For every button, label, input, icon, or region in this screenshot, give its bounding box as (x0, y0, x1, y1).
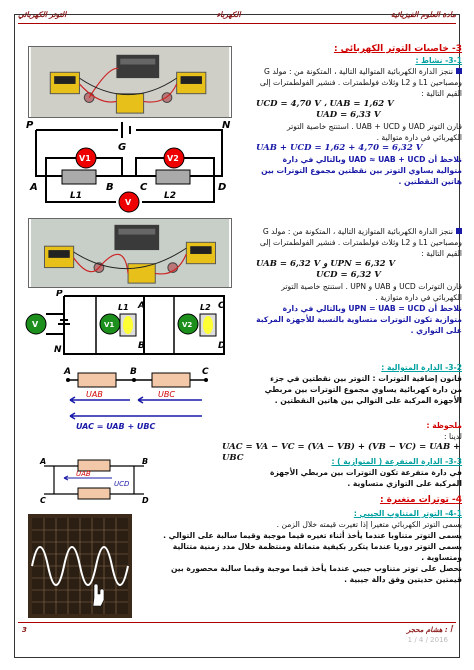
oscilloscope-screen (28, 514, 132, 618)
text-column-2 (256, 226, 462, 336)
text-column-4 (252, 456, 462, 506)
fig1-label-V: V (125, 198, 132, 207)
sine-def: نحصل على توتر متناوب جيبي عندما يأخذ قيما موجبة وقيما سالبة محصورة بين قيمتين حديتين وفق دالة جيبية . (170, 564, 462, 584)
header-divider (18, 23, 456, 24)
fig4-label-C: C (40, 496, 46, 505)
series-circuit-diagram (26, 118, 232, 214)
section4-title: 4- توترات متغيرة : (379, 495, 462, 505)
author: أ : هشام محجر (406, 626, 452, 634)
header-unit: الكهرباء (216, 9, 241, 19)
fig2-label-N: N (54, 345, 62, 355)
fig2-label-L1: L1 (118, 303, 129, 312)
activity-title: 3-1- نشاط : (415, 56, 462, 65)
fig2-label-C: C (218, 301, 225, 311)
fig2-label-B: B (138, 341, 145, 351)
fig2-label-A: A (138, 301, 145, 311)
text-column-5 (162, 508, 462, 585)
fig4-label-D: D (142, 496, 149, 505)
fig1-label-L1: L1 (70, 191, 82, 201)
variable-def: يسمى التوتر الكهربائي متغيرا إذا تغيرت قيمته خلال الزمن . (276, 520, 462, 529)
page-footer (22, 626, 452, 634)
parallel-circuit-photo (28, 218, 232, 288)
parallel-dipoles-diagram (34, 456, 154, 506)
fig2-label-D: D (218, 341, 226, 351)
series-question: قارن التوتر UAD و UAB + UCD . استنتج خاصية التوتر الكهربائي في دارة متوالية . (286, 122, 462, 142)
sine-heading: 4-1- التوتر المتناوب الجيبي : (353, 509, 462, 518)
fig3-label-uab: UAB (86, 390, 103, 399)
addition-law: قانون إضافية التوترات : التوتر بين نقطتين في جزء من دارة كهربائية يساوي مجموع التوترات بين مربطي الأجهزة المركبة على التوالي بين هاتين النقطتين . (264, 374, 462, 405)
note-equation: UAC = VA − VC = (VA − VB) + (VB − VC) = UAB + UBC (222, 442, 461, 463)
page-number: 3 (22, 626, 27, 634)
fig1-label-G: G (118, 142, 127, 153)
parallel-conclusion: نلاحظ أن UPN = UAB = UCD وبالتالي في دارة متوازية تكون التوترات متساوية بالنسبة للأجهزة المركبة على التوازي . (256, 304, 462, 335)
parallel-eq1: UAB = 6,32 V و UPN = 6,32 V (256, 259, 396, 269)
periodic-def: يسمى التوتر دوريا عندما يتكرر بكيفية متماثلة ومنتظمة خلال مدد زمنية متتالية ومتساوية . (172, 542, 462, 562)
fig2-label-V2: V2 (182, 321, 193, 329)
fig2-label-L2: L2 (200, 303, 211, 312)
fig4-label-ucd: UCD (114, 480, 130, 488)
fig3-label-A: A (64, 367, 71, 377)
fig1-label-L2: L2 (164, 191, 176, 201)
text-column (256, 44, 462, 187)
parallel-eq2: UCD = 6,32 V (316, 270, 381, 280)
series-conclusion: نلاحظ أن UAD ≈ UAB + UCD وبالتالي في دارة متوالية يساوي التوتر بين نقطتين مجموع التوترات بين هاتين النقطتين . (261, 155, 462, 186)
series-eq1: UCD = 4,70 V ، UAB = 1,62 V (256, 99, 394, 109)
header-lesson: التوتر الكهربائي (18, 9, 67, 19)
text-column-3 (256, 362, 462, 406)
fig2-label-V1: V1 (104, 321, 115, 329)
series-circuit-photo (28, 46, 232, 118)
header-subject: مادة العلوم الفيزيائية (390, 9, 456, 19)
fig3-label-C: C (202, 367, 209, 377)
note-text: لدينا : (444, 432, 462, 441)
section3-title: 3- خاصيات التوتر الكهربائي : (333, 44, 462, 54)
watermark: 1 / 4 / 2016 (407, 636, 448, 644)
voltage-addition-diagram (62, 366, 212, 434)
fig1-label-B: B (106, 182, 114, 193)
fig3-label-ubc: UBC (158, 390, 175, 399)
fig4-label-uab: UAB (76, 470, 91, 478)
fig1-label-V1: V1 (79, 154, 91, 163)
series-sum: UAB + UCD = 1,62 + 4,70 = 6,32 V (256, 143, 423, 153)
fig4-label-A: A (40, 457, 47, 466)
parallel-circuit-heading: 3-3- الدارة المتفرعة ( المتوازية ) : (331, 457, 462, 466)
page-header (18, 6, 456, 22)
series-intro: ننجز الدارة الكهربائية المتوالية التالية ، المتكونة من : مولد G ومصباحين L1 و L2 وثلاث فولطمترات . فنشير الفولطمترات إلى القيم التالية : (259, 67, 462, 98)
fig1-label-P: P (26, 120, 34, 131)
note-heading: ملحوظة : (426, 421, 462, 430)
alternating-def: يسمى التوتر متناوبا عندما يأخذ أثناء تغيره قيما موجبة وقيما سالبة على التوالي . (163, 531, 462, 540)
fig3-label-uac: UAC = UAB + UBC (76, 422, 156, 431)
fig3-label-B: B (130, 367, 137, 377)
parallel-question: قارن التوترات UCD و UAB و UPN . استنتج خاصية التوتر الكهربائي في دارة متوازية . (281, 282, 462, 302)
series-eq2: UAD = 6,33 V (316, 110, 381, 120)
fig4-label-B: B (142, 457, 149, 466)
series-circuit-heading: 3-2- الدارة المتوالية : (381, 363, 462, 372)
parallel-law: في دارة متفرعة تكون التوترات بين مربطي الأجهزة المركبة على التوازي متساوية . (269, 468, 462, 488)
fig1-label-D: D (218, 182, 227, 193)
footer-divider (18, 622, 456, 623)
fig1-label-C: C (140, 182, 148, 193)
fig2-label-V: V (32, 320, 39, 329)
parallel-circuit-diagram (24, 290, 234, 362)
fig2-label-P: P (56, 290, 63, 299)
fig1-label-V2: V2 (167, 154, 179, 163)
parallel-intro: ننجز الدارة الكهربائية المتوازية التالية ، المتكونة من : مولد G ومصباحين L1 و L2 وثلاث فولطمترات . فنشير الفولطمترات إلى القيم التالية : (259, 227, 462, 258)
fig1-label-N: N (222, 120, 231, 131)
fig1-label-A: A (30, 182, 38, 193)
